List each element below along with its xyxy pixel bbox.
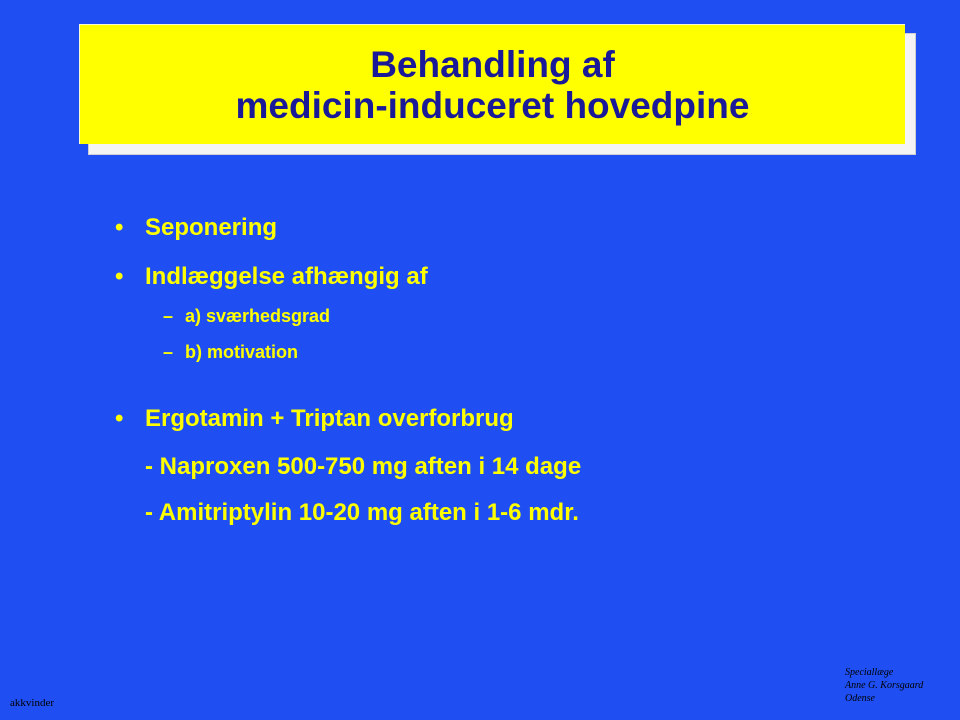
sub-item-svaerhedsgrad <box>163 304 330 328</box>
sub-item-motivation <box>163 340 298 364</box>
bullet-item-ergotamin <box>115 404 514 434</box>
treatment-line-amitriptylin: - Amitriptylin 10-20 mg aften i 1-6 mdr. <box>145 499 579 526</box>
title-box <box>79 24 905 144</box>
bullet-item-seponering <box>115 213 277 243</box>
footer-credit-line: Anne G. Korsgaard <box>845 680 924 691</box>
dash-icon: – <box>163 342 174 362</box>
bullet-icon: • <box>115 263 124 290</box>
bullet-item-indlaeggelse <box>115 262 428 292</box>
bullet-text: Seponering <box>145 214 278 241</box>
sub-item-text: b) motivation <box>185 342 298 362</box>
title-line-1: Behandling af <box>370 43 615 85</box>
title-line-2: medicin-induceret hovedpine <box>235 84 750 126</box>
footer-credits <box>845 666 923 705</box>
dash-icon: – <box>163 306 174 326</box>
bullet-text: Ergotamin + Triptan overforbrug <box>145 405 514 432</box>
footer-credit-line: Odense <box>845 693 875 704</box>
treatment-line-naproxen: - Naproxen 500-750 mg aften i 14 dage <box>145 453 582 480</box>
sub-item-text: a) sværhedsgrad <box>185 306 331 326</box>
bullet-icon: • <box>115 214 124 241</box>
footer-credit-line: Speciallæge <box>845 667 894 678</box>
footer-author-tag: akkvinder <box>10 697 54 709</box>
bullet-text: Indlæggelse afhængig af <box>145 263 428 290</box>
bullet-icon: • <box>115 405 124 432</box>
